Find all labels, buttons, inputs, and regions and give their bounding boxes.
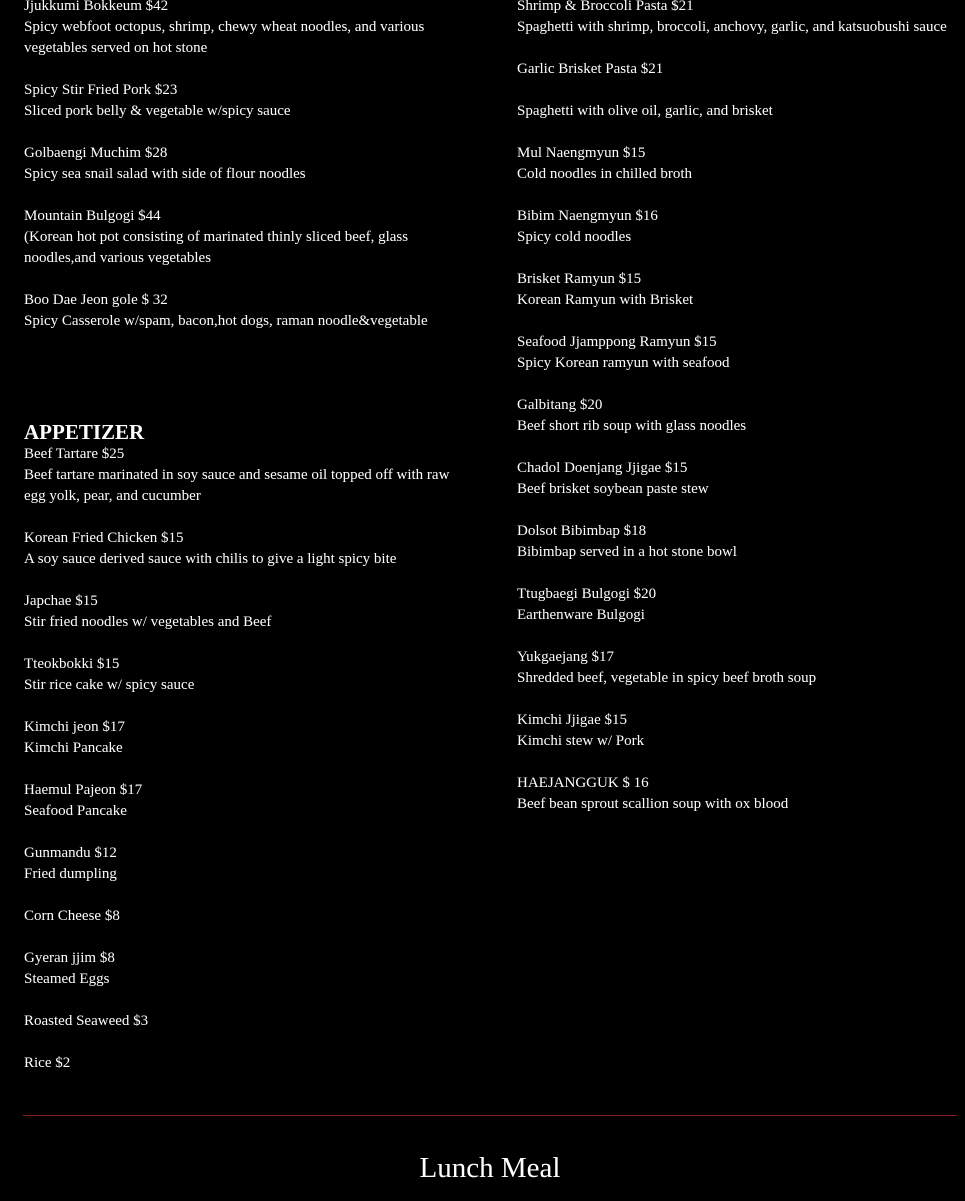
menu-item-description: Cold noodles in chilled broth: [517, 166, 692, 182]
menu-item-name: Beef Tartare $25: [24, 446, 125, 462]
menu-item-name: Seafood Jjamppong Ramyun $15: [517, 334, 717, 350]
menu-item-description: Beef short rib soup with glass noodles: [517, 418, 747, 434]
menu-item: [517, 773, 962, 815]
menu-item-description: Stir fried noodles w/ vegetables and Beef: [24, 614, 272, 630]
menu-item-description: Bibimbap served in a hot stone bowl: [517, 544, 737, 560]
menu-item: [24, 906, 464, 927]
menu-item: [24, 654, 464, 696]
menu-item-name: Jjukkumi Bokkeum $42: [24, 0, 169, 14]
menu-item-name: Kimchi jeon $17: [24, 719, 125, 735]
menu-item-description: Korean Ramyun with Brisket: [517, 292, 694, 308]
menu-item: [24, 80, 464, 122]
menu-item: [517, 269, 962, 311]
menu-item-name: Mountain Bulgogi $44: [24, 208, 161, 224]
section-spacer: [24, 353, 464, 420]
menu-item-name: Bibim Naengmyun $16: [517, 208, 658, 224]
menu-item-description: Stir rice cake w/ spicy sauce: [24, 677, 195, 693]
menu-item: [517, 710, 962, 752]
menu-item-description: Fried dumpling: [24, 866, 117, 882]
menu-item-name: Shrimp & Broccoli Pasta $21: [517, 0, 694, 14]
menu-item-name: Japchae $15: [24, 593, 98, 609]
menu-item-description: Beef tartare marinated in soy sauce and sesame oil topped off with raw egg yolk, pear, and cucumber: [24, 467, 450, 504]
menu-item-name: Corn Cheese $8: [24, 908, 120, 924]
menu-item: [24, 206, 464, 269]
menu-item-description: A soy sauce derived sauce with chilis to give a light spicy bite: [24, 551, 397, 567]
menu-item-name: Golbaengi Muchim $28: [24, 145, 168, 161]
menu-item-name: Galbitang $20: [517, 397, 603, 413]
lunch-meal-title: Lunch Meal: [419, 1152, 561, 1184]
menu-item: [24, 528, 464, 570]
menu-item-name: Mul Naengmyun $15: [517, 145, 646, 161]
menu-item: [24, 717, 464, 759]
menu-item: [517, 584, 962, 626]
menu-item: [517, 647, 962, 689]
menu-item-description: Seafood Pancake: [24, 803, 127, 819]
left-top-items: [24, 0, 464, 332]
menu-item-description: Beef brisket soybean paste stew: [517, 481, 709, 497]
menu-item-description: Sliced pork belly & vegetable w/spicy sauce: [24, 103, 291, 119]
menu-item: [517, 101, 962, 122]
menu-item-name: Rice $2: [24, 1055, 71, 1071]
menu-item-name: Dolsot Bibimbap $18: [517, 523, 647, 539]
menu-item: [24, 843, 464, 885]
menu-item-name: Kimchi Jjigae $15: [517, 712, 627, 728]
menu-item-description: Steamed Eggs: [24, 971, 110, 987]
menu-item-name: Boo Dae Jeon gole $ 32: [24, 292, 168, 308]
menu-item-description: Spicy sea snail salad with side of flour noodles: [24, 166, 306, 182]
menu-item-name: Garlic Brisket Pasta $21: [517, 61, 664, 77]
menu-item-name: Brisket Ramyun $15: [517, 271, 642, 287]
menu-item: [24, 591, 464, 633]
menu-item: [24, 444, 464, 507]
menu-item: [24, 1053, 464, 1074]
menu-item-name: HAEJANGGUK $ 16: [517, 775, 649, 791]
menu-item: [24, 780, 464, 822]
menu-item-description: Earthenware Bulgogi: [517, 607, 645, 623]
menu-item-description: Shredded beef, vegetable in spicy beef broth soup: [517, 670, 817, 686]
menu-item-name: Yukgaejang $17: [517, 649, 615, 665]
menu-item-description: Spicy webfoot octopus, shrimp, chewy wheat noodles, and various vegetables served on hot stone: [24, 19, 425, 56]
menu-item-name: Spaghetti with olive oil, garlic, and brisket: [517, 103, 773, 119]
menu-item-description: Spicy Casserole w/spam, bacon,hot dogs, raman noodle&vegetable: [24, 313, 428, 329]
menu-item-name: Roasted Seaweed $3: [24, 1013, 149, 1029]
menu-item: [517, 332, 962, 374]
menu-item-description: (Korean hot pot consisting of marinated thinly sliced beef, glass noodles,and various vegetables: [24, 229, 409, 266]
left-menu-column: [24, 0, 464, 1095]
appetizer-heading: APPETIZER: [24, 420, 145, 444]
menu-item-name: Gunmandu $12: [24, 845, 117, 861]
menu-item-name: Tteokbokki $15: [24, 656, 120, 672]
menu-item-description: Spicy cold noodles: [517, 229, 632, 245]
section-divider: [23, 1115, 957, 1116]
menu-item: [24, 143, 464, 185]
menu-item: [517, 206, 962, 248]
menu-item-name: Ttugbaegi Bulgogi $20: [517, 586, 657, 602]
menu-item-description: Kimchi Pancake: [24, 740, 123, 756]
menu-item-name: Haemul Pajeon $17: [24, 782, 143, 798]
menu-item-description: Kimchi stew w/ Pork: [517, 733, 645, 749]
right-items: [517, 0, 962, 815]
menu-item-name: Chadol Doenjang Jjigae $15: [517, 460, 688, 476]
appetizer-items: [24, 444, 464, 1074]
menu-item: [24, 290, 464, 332]
menu-item-description: Spicy Korean ramyun with seafood: [517, 355, 730, 371]
menu-item: [24, 1011, 464, 1032]
menu-item-description: Beef bean sprout scallion soup with ox blood: [517, 796, 789, 812]
menu-item: [24, 948, 464, 990]
menu-item-name: Korean Fried Chicken $15: [24, 530, 184, 546]
menu-item: [517, 521, 962, 563]
menu-item-name: Gyeran jjim $8: [24, 950, 115, 966]
menu-item: [24, 0, 464, 59]
menu-item-name: Spicy Stir Fried Pork $23: [24, 82, 178, 98]
menu-item-description: Spaghetti with shrimp, broccoli, anchovy, garlic, and katsuobushi sauce: [517, 19, 947, 35]
menu-item: [517, 0, 962, 38]
menu-item: [517, 458, 962, 500]
menu-item: [517, 143, 962, 185]
menu-item: [517, 59, 962, 80]
menu-item: [517, 395, 962, 437]
right-menu-column: [517, 0, 962, 836]
